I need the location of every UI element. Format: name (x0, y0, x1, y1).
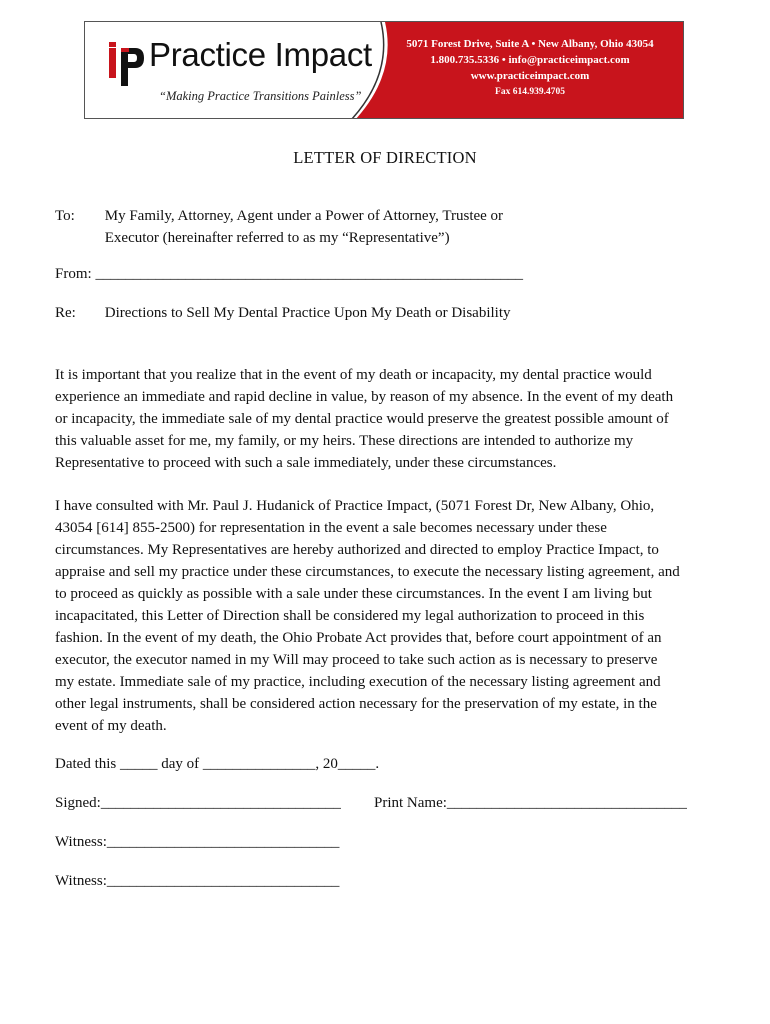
address-line: 5071 Forest Drive, Suite A • New Albany, Ohio 43054 (406, 38, 654, 50)
witness-label: Witness: (55, 834, 107, 850)
signed-label: Signed: (55, 795, 101, 811)
phone-email-line: 1.800.735.5336 • info@practiceimpact.com (430, 54, 630, 66)
paragraph-2 (55, 495, 717, 737)
website-line: www.practiceimpact.com (470, 70, 590, 82)
re-field (55, 302, 511, 324)
paragraph-2-line: appraise and sell my practice under these circumstances, to execute the necessary listing agreement, and (55, 564, 680, 580)
practice-impact-logo (107, 40, 147, 90)
brand-tagline: “Making Practice Transitions Painless” (159, 89, 362, 103)
paragraph-1-line: or incapacity, the immediate sale of my dental practice would preserve the greatest possible amount of (55, 411, 669, 427)
paragraph-2-line: incapacitated, this Letter of Direction shall be considered my legal authorization to proceed in this (55, 608, 645, 624)
signed-field (55, 792, 341, 814)
paragraph-2-line: 43054 [614] 855-2500) for representation in the event a sale becomes necessary under these (55, 520, 607, 536)
print-name-field (374, 792, 687, 814)
print-name-blank[interactable]: ________________________________ (446, 795, 687, 811)
witness-blank[interactable]: _______________________________ (106, 873, 340, 889)
paragraph-2-line: fashion. In the event of my death, the Ohio Probate Act provides that, before court appointment of an (55, 630, 662, 646)
paragraph-1-line: experience an immediate and rapid decline in value, by reason of my absence. In the event of my death (55, 389, 674, 405)
witness-field-2 (55, 870, 339, 892)
paragraph-1-line: Representative to proceed with such a sale immediately, under these circumstances. (55, 455, 557, 471)
document-title: LETTER OF DIRECTION (293, 148, 477, 167)
paragraph-1 (55, 364, 717, 474)
print-name-label: Print Name: (374, 795, 447, 811)
from-blank[interactable]: _________________________________________________________ (95, 266, 523, 282)
paragraph-1-line: It is important that you realize that in the event of my death or incapacity, my dental practice would (55, 367, 652, 383)
paragraph-2-line: my estate. Immediate sale of my practice, including execution of the necessary listing agreement and (55, 674, 661, 690)
to-field (55, 205, 545, 249)
witness-blank[interactable]: _______________________________ (106, 834, 340, 850)
contact-block (377, 36, 683, 100)
dated-line[interactable]: Dated this _____ day of _______________, 20_____. (55, 756, 380, 772)
to-label: To: (55, 208, 75, 224)
fax-line: Fax 614.939.4705 (495, 87, 565, 97)
paragraph-2-line: executor, the executor named in my Will may proceed to take such action as is necessary to preserve (55, 652, 658, 668)
re-text: Directions to Sell My Dental Practice Upon My Death or Disability (104, 305, 511, 321)
re-label: Re: (55, 305, 76, 321)
witness-label: Witness: (55, 873, 107, 889)
paragraph-1-line: this valuable asset for me, my family, or my heirs. These directions are intended to authorize my (55, 433, 634, 449)
from-field (55, 263, 523, 285)
to-line-2: Executor (hereinafter referred to as my “Representative”) (104, 230, 450, 246)
from-label: From: (55, 266, 92, 282)
paragraph-2-line: circumstances. My Representatives are hereby authorized and directed to employ Practice Impact, to (55, 542, 659, 558)
letterhead (84, 21, 684, 119)
to-value (105, 205, 545, 249)
paragraph-2-line: event of my death. (55, 718, 167, 734)
signed-blank[interactable]: ________________________________ (100, 795, 341, 811)
paragraph-2-line: other legal instruments, shall be considered action necessary for the preservation of my estate, in the (55, 696, 657, 712)
witness-field-1 (55, 831, 339, 853)
paragraph-2-line: I have consulted with Mr. Paul J. Hudanick of Practice Impact, (5071 Forest Dr, New Albany, Ohio, (55, 498, 655, 514)
paragraph-2-line: to proceed as quickly as possible with a sale under these circumstances. In the event I am living but (55, 586, 652, 602)
brand-name: Practice Impact (149, 36, 372, 73)
to-line-1: My Family, Attorney, Agent under a Power of Attorney, Trustee or (104, 208, 504, 224)
